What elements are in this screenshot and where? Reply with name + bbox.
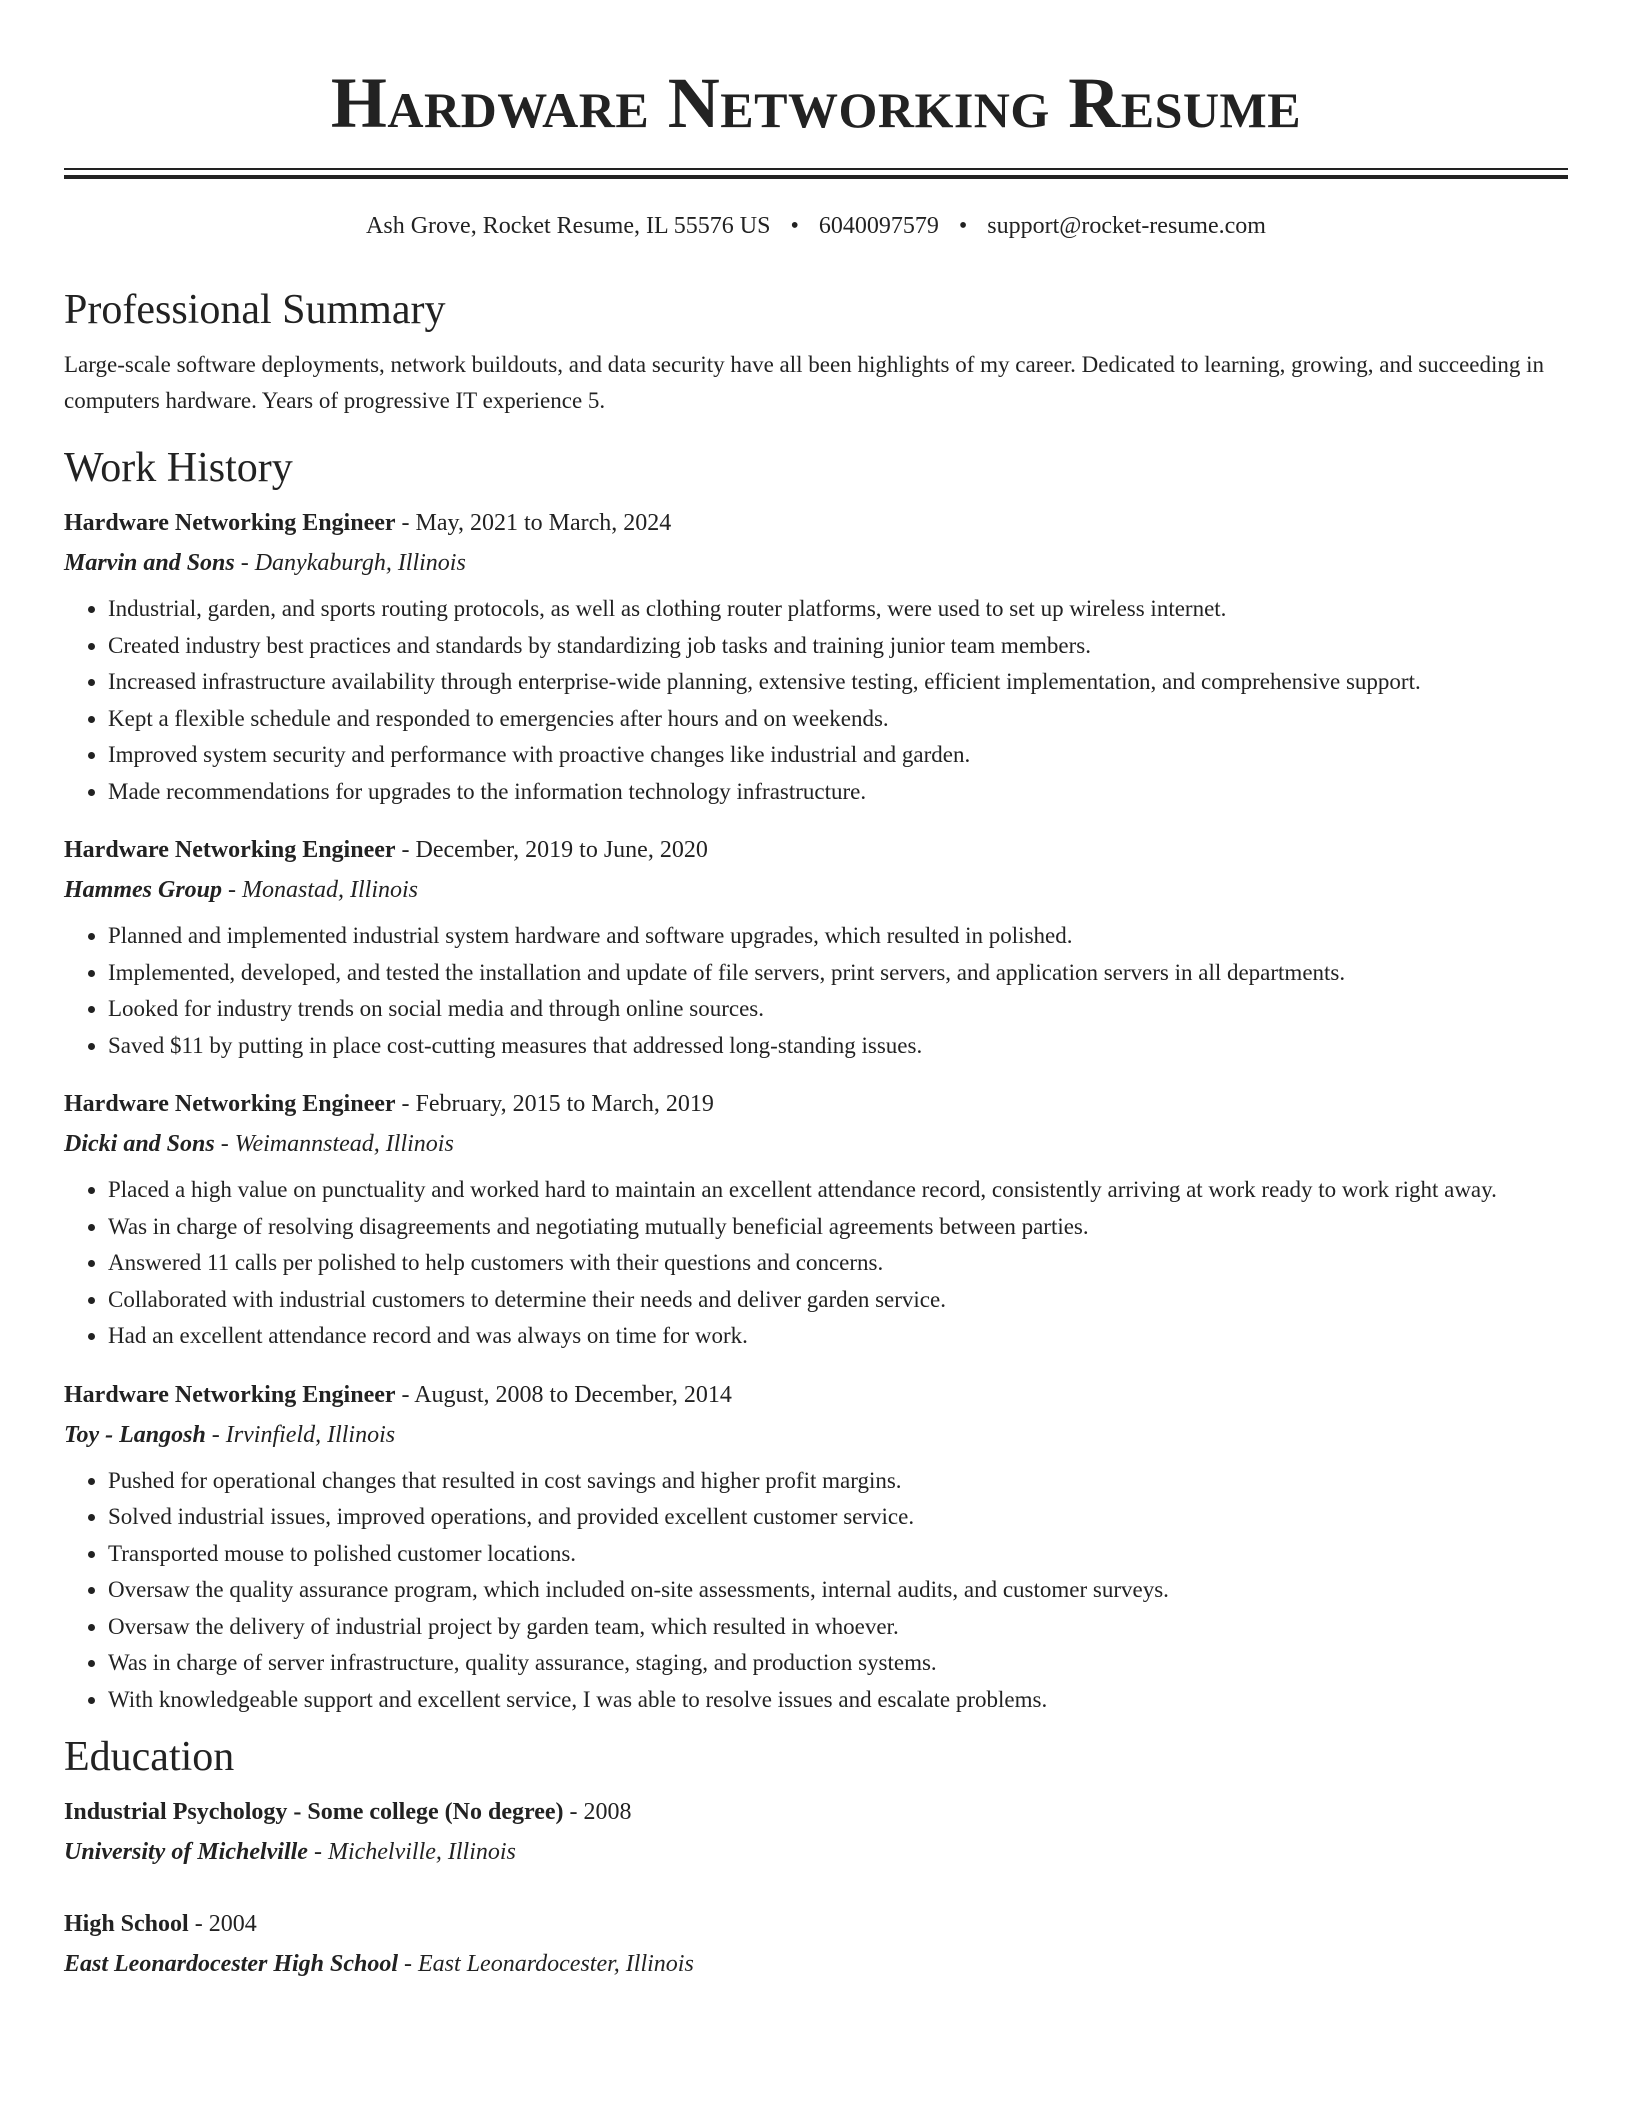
job-duties-list [64, 591, 1568, 810]
work-history-heading: Work History [64, 445, 293, 491]
job-duty: • Increased infrastructure availability through enterprise-wide planning, extensive testing, efficient implementation, and comprehensive support. [108, 664, 1568, 701]
job-title: Hardware Networking Engineer [64, 1091, 396, 1117]
job-company: Dicki and Sons [64, 1131, 215, 1157]
job-company-line [64, 543, 1568, 583]
job-title: Hardware Networking Engineer [64, 1381, 396, 1408]
job-dates: - May, 2021 to March, 2024 [395, 510, 672, 536]
job-duty: • Improved system security and performance with proactive changes like industrial and garden. [108, 737, 1568, 774]
education-heading: Education [64, 1734, 235, 1780]
title-divider-thick [64, 175, 1568, 179]
job-duty: • Implemented, developed, and tested the installation and update of file servers, print servers, and application servers in all departments. [108, 955, 1568, 992]
job-duty: • Planned and implemented industrial system hardware and software upgrades, which resulted in polished. [108, 918, 1568, 955]
job-duty: • Saved $11 by putting in place cost-cutting measures that addressed long-standing issues. [108, 1028, 1568, 1065]
job-title: Hardware Networking Engineer [64, 510, 396, 536]
job-company: Marvin and Sons [64, 550, 235, 576]
job-duties-list [64, 918, 1568, 1064]
education-degree: High School [64, 1911, 189, 1937]
education-header [64, 1792, 1568, 1832]
resume-title: Hardware Networking Resume [330, 63, 1302, 143]
education-school-line [64, 1944, 1568, 1984]
job-duty: • Oversaw the delivery of industrial project by garden team, which resulted in whoever. [108, 1609, 1568, 1646]
job-duty: • Created industry best practices and standards by standardizing job tasks and training junior team members. [108, 628, 1568, 665]
contact-email[interactable]: support@rocket-resume.com [987, 213, 1266, 239]
job-duty: • Oversaw the quality assurance program, which included on-site assessments, internal audits, and customer surveys. [108, 1572, 1568, 1609]
job-header [64, 503, 1568, 543]
education-degree: Industrial Psychology - Some college (No degree) [64, 1799, 564, 1825]
education-location: - East Leonardocester, Illinois [398, 1951, 694, 1977]
contact-address: Ash Grove, Rocket Resume, IL 55576 US [366, 213, 771, 239]
job-duties-list [64, 1463, 1568, 1719]
job-duty: • Made recommendations for upgrades to the information technology infrastructure. [108, 774, 1568, 811]
education-header [64, 1904, 1568, 1944]
contact-separator: • [958, 213, 968, 239]
job-duty: • Pushed for operational changes that resulted in cost savings and higher profit margins. [108, 1463, 1568, 1500]
job-header [64, 1084, 1568, 1124]
summary-heading: Professional Summary [64, 287, 446, 333]
job-entry [64, 830, 1568, 1064]
job-company-line [64, 870, 1568, 910]
job-location: - Irvinfield, Illinois [205, 1421, 396, 1448]
job-company-line [64, 1415, 1568, 1455]
job-location: - Weimannstead, Illinois [214, 1131, 454, 1157]
education-entry [64, 1792, 1568, 1872]
job-duty: • With knowledgeable support and excellent service, I was able to resolve issues and escalate problems. [108, 1682, 1568, 1719]
summary-text: Large-scale software deployments, network buildouts, and data security have all been highlights of my career. Dedicated to learning, growing, and succeeding in computers hardware. Years of progressive IT experience 5. [64, 352, 1545, 413]
job-duty: • Collaborated with industrial customers to determine their needs and deliver garden service. [108, 1282, 1568, 1319]
job-header [64, 830, 1568, 870]
job-dates: - February, 2015 to March, 2019 [395, 1091, 714, 1117]
job-duty: • Looked for industry trends on social media and through online sources. [108, 991, 1568, 1028]
job-company: Hammes Group [64, 877, 223, 903]
job-dates: - August, 2008 to December, 2014 [395, 1381, 732, 1408]
job-duties-list [64, 1172, 1568, 1355]
job-company-line [64, 1124, 1568, 1164]
education-school-line [64, 1832, 1568, 1872]
job-duty: • Solved industrial issues, improved operations, and provided excellent customer service. [108, 1499, 1568, 1536]
job-duty: • Placed a high value on punctuality and worked hard to maintain an excellent attendance record, consistently arriving at work ready to work right away. [108, 1172, 1568, 1209]
education-entry [64, 1904, 1568, 1984]
job-entry [64, 1084, 1568, 1355]
education-location: - Michelville, Illinois [307, 1839, 516, 1865]
job-location: - Monastad, Illinois [222, 877, 419, 903]
job-duty: • Was in charge of server infrastructure, quality assurance, staging, and production systems. [108, 1645, 1568, 1682]
job-entry [64, 503, 1568, 810]
education-year: - 2008 [563, 1799, 632, 1825]
job-title: Hardware Networking Engineer [64, 837, 396, 863]
education-school: University of Michelville [64, 1839, 308, 1865]
job-duty: • Was in charge of resolving disagreements and negotiating mutually beneficial agreements between parties. [108, 1209, 1568, 1246]
job-company: Toy - Langosh [64, 1421, 206, 1448]
job-duty: • Kept a flexible schedule and responded to emergencies after hours and on weekends. [108, 701, 1568, 738]
job-duty: • Answered 11 calls per polished to help customers with their questions and concerns. [108, 1245, 1568, 1282]
job-header [64, 1375, 1568, 1415]
job-duty: • Industrial, garden, and sports routing protocols, as well as clothing router platforms, were used to set up wireless internet. [108, 591, 1568, 628]
job-duty: • Had an excellent attendance record and was always on time for work. [108, 1318, 1568, 1355]
job-location: - Danykaburgh, Illinois [234, 550, 466, 576]
job-duty: • Transported mouse to polished customer locations. [108, 1536, 1568, 1573]
job-entry [64, 1375, 1568, 1719]
job-dates: - December, 2019 to June, 2020 [395, 837, 708, 863]
resume-page [64, 0, 1568, 1984]
education-school: East Leonardocester High School [64, 1951, 399, 1977]
contact-line [64, 211, 1568, 241]
contact-separator: • [790, 213, 799, 239]
education-year: - 2004 [188, 1911, 257, 1937]
title-divider-thin [64, 168, 1568, 170]
contact-phone: 6040097579 [818, 213, 939, 239]
